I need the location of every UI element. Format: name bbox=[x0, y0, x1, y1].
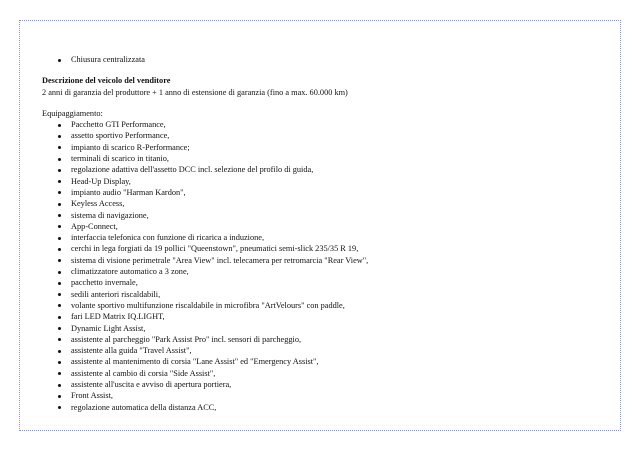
list-item: assistente al cambio di corsia "Side Assist", bbox=[42, 368, 612, 379]
list-item: volante sportivo multifunzione riscaldabile in microfibra "ArtVelours" con paddle, bbox=[42, 300, 612, 311]
list-item: sistema di visione perimetrale "Area View" incl. telecamera per retromarcia "Rear View", bbox=[42, 255, 612, 266]
document-content bbox=[42, 54, 612, 413]
list-item: climatizzatore automatico a 3 zone, bbox=[42, 266, 612, 277]
list-item: assetto sportivo Performance, bbox=[42, 130, 612, 141]
list-item: fari LED Matrix IQ.LIGHT, bbox=[42, 311, 612, 322]
equipment-list bbox=[42, 119, 612, 413]
warranty-text: 2 anni di garanzia del produttore + 1 anno di estensione di garanzia (fino a max. 60.000 km) bbox=[42, 87, 348, 97]
list-item: assistente alla guida "Travel Assist", bbox=[42, 345, 612, 356]
equipment-label: Equipaggiamento: bbox=[42, 108, 103, 118]
list-item: assistente all'uscita e avviso di apertura portiera, bbox=[42, 379, 612, 390]
list-item: interfaccia telefonica con funzione di ricarica a induzione, bbox=[42, 232, 612, 243]
list-item: Front Assist, bbox=[42, 390, 612, 401]
list-item: Chiusura centralizzata bbox=[42, 54, 612, 65]
list-item: sedili anteriori riscaldabili, bbox=[42, 289, 612, 300]
top-feature-list bbox=[42, 54, 612, 65]
list-item: regolazione adattiva dell'assetto DCC incl. selezione del profilo di guida, bbox=[42, 164, 612, 175]
seller-description-heading: Descrizione del veicolo del venditore bbox=[42, 76, 171, 86]
list-item: sistema di navigazione, bbox=[42, 210, 612, 221]
list-item: Pacchetto GTI Performance, bbox=[42, 119, 612, 130]
list-item: cerchi in lega forgiati da 19 pollici "Queenstown", pneumatici semi-slick 235/35 R 19, bbox=[42, 243, 612, 254]
list-item: impianto audio "Harman Kardon", bbox=[42, 187, 612, 198]
list-item: App-Connect, bbox=[42, 221, 612, 232]
list-item: Head-Up Display, bbox=[42, 176, 612, 187]
list-item: impianto di scarico R-Performance; bbox=[42, 142, 612, 153]
list-item: assistente al parcheggio "Park Assist Pro" incl. sensori di parcheggio, bbox=[42, 334, 612, 345]
list-item: Dynamic Light Assist, bbox=[42, 323, 612, 334]
list-item: regolazione automatica della distanza ACC, bbox=[42, 402, 612, 413]
list-item: terminali di scarico in titanio, bbox=[42, 153, 612, 164]
list-item: Keyless Access, bbox=[42, 198, 612, 209]
list-item: assistente al mantenimento di corsia "Lane Assist" ed "Emergency Assist", bbox=[42, 356, 612, 367]
list-item: pacchetto invernale, bbox=[42, 277, 612, 288]
